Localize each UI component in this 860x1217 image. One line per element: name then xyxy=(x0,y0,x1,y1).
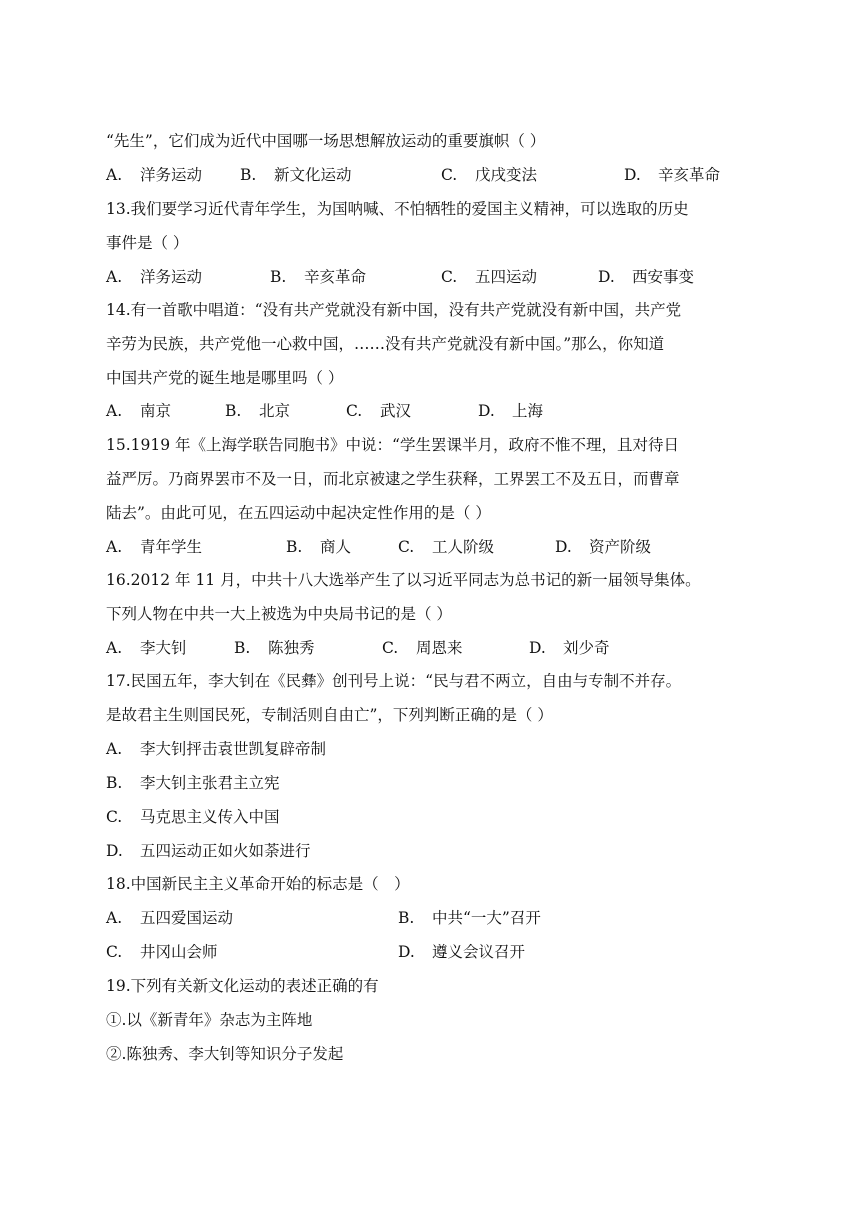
q19-item-1: ①.以《新青年》杂志为主阵地 xyxy=(106,1011,313,1029)
q16-option-a: A. 李大钊 xyxy=(106,639,187,657)
q19-item-2: ②.陈独秀、李大钊等知识分子发起 xyxy=(106,1045,344,1063)
q14-stem-line2: 辛劳为民族，共产党他一心救中国，……没有共产党就没有新中国。”那么，你知道 xyxy=(106,335,665,353)
q14-stem-line3: 中国共产党的诞生地是哪里吗（ ） xyxy=(106,369,344,387)
q13-stem-line1: 13.我们要学习近代青年学生，为国呐喊、不怕牺牲的爱国主义精神，可以选取的历史 xyxy=(106,200,689,218)
q16-option-d: D. 刘少奇 xyxy=(529,639,610,657)
q17-option-a: A. 李大钊抨击袁世凯复辟帝制 xyxy=(106,740,327,758)
q17-stem-line2: 是故君主生则国民死，专制活则自由亡”，下列判断正确的是（ ） xyxy=(106,706,553,724)
q15-option-c: C. 工人阶级 xyxy=(398,538,495,556)
q15-stem-line2: 益严厉。乃商界罢市不及一日，而北京被逮之学生获释，工界罢工不及五日，而曹章 xyxy=(106,470,680,488)
q14-option-b: B. 北京 xyxy=(225,402,291,420)
q18-option-b: B. 中共“一大”召开 xyxy=(398,909,541,927)
q14-option-d: D. 上海 xyxy=(478,402,544,420)
q12-option-d: D. 辛亥革命 xyxy=(624,166,721,184)
q14-stem-line1: 14.有一首歌中唱道：“没有共产党就没有新中国，没有共产党就没有新中国，共产党 xyxy=(106,301,682,319)
q12-continuation: “先生”，它们成为近代中国哪一场思想解放运动的重要旗帜（ ） xyxy=(106,132,546,150)
q13-option-c: C. 五四运动 xyxy=(441,268,538,286)
q16-stem-line1: 16.2012 年 11 月，中共十八大选举产生了以习近平同志为总书记的新一届领导集体。 xyxy=(106,571,701,589)
q12-option-b: B. 新文化运动 xyxy=(240,166,352,184)
q14-option-c: C. 武汉 xyxy=(346,402,412,420)
q15-option-d: D. 资产阶级 xyxy=(555,538,652,556)
q17-stem-line1: 17.民国五年，李大钊在《民彝》创刊号上说：“民与君不两立，自由与专制不并存。 xyxy=(106,672,682,690)
q19-stem-line1: 19.下列有关新文化运动的表述正确的有 xyxy=(106,977,379,995)
q15-option-b: B. 商人 xyxy=(286,538,352,556)
q15-stem-line3: 陆去”。由此可见，在五四运动中起决定性作用的是（ ） xyxy=(106,504,491,522)
q18-stem-line1: 18.中国新民主主义革命开始的标志是（ ） xyxy=(106,875,410,893)
q17-option-b: B. 李大钊主张君主立宪 xyxy=(106,774,280,792)
q13-stem-line2: 事件是（ ） xyxy=(106,234,189,252)
q12-option-a: A. 洋务运动 xyxy=(106,166,203,184)
q13-option-d: D. 西安事变 xyxy=(598,268,695,286)
q12-option-c: C. 戊戌变法 xyxy=(441,166,538,184)
q15-stem-line1: 15.1919 年《上海学联告同胞书》中说：“学生罢课半月，政府不惟不理，且对待日 xyxy=(106,436,679,454)
q13-option-a: A. 洋务运动 xyxy=(106,268,203,286)
q16-option-c: C. 周恩来 xyxy=(382,639,463,657)
q14-option-a: A. 南京 xyxy=(106,402,172,420)
q18-option-c: C. 井冈山会师 xyxy=(106,943,218,961)
q16-option-b: B. 陈独秀 xyxy=(234,639,315,657)
q15-option-a: A. 青年学生 xyxy=(106,538,203,556)
q18-option-a: A. 五四爱国运动 xyxy=(106,909,234,927)
q13-option-b: B. 辛亥革命 xyxy=(270,268,367,286)
q17-option-c: C. 马克思主义传入中国 xyxy=(106,808,280,826)
q17-option-d: D. 五四运动正如火如荼进行 xyxy=(106,842,311,860)
q18-option-d: D. 遵义会议召开 xyxy=(398,943,526,961)
q16-stem-line2: 下列人物在中共一大上被选为中央局书记的是（ ） xyxy=(106,605,452,623)
